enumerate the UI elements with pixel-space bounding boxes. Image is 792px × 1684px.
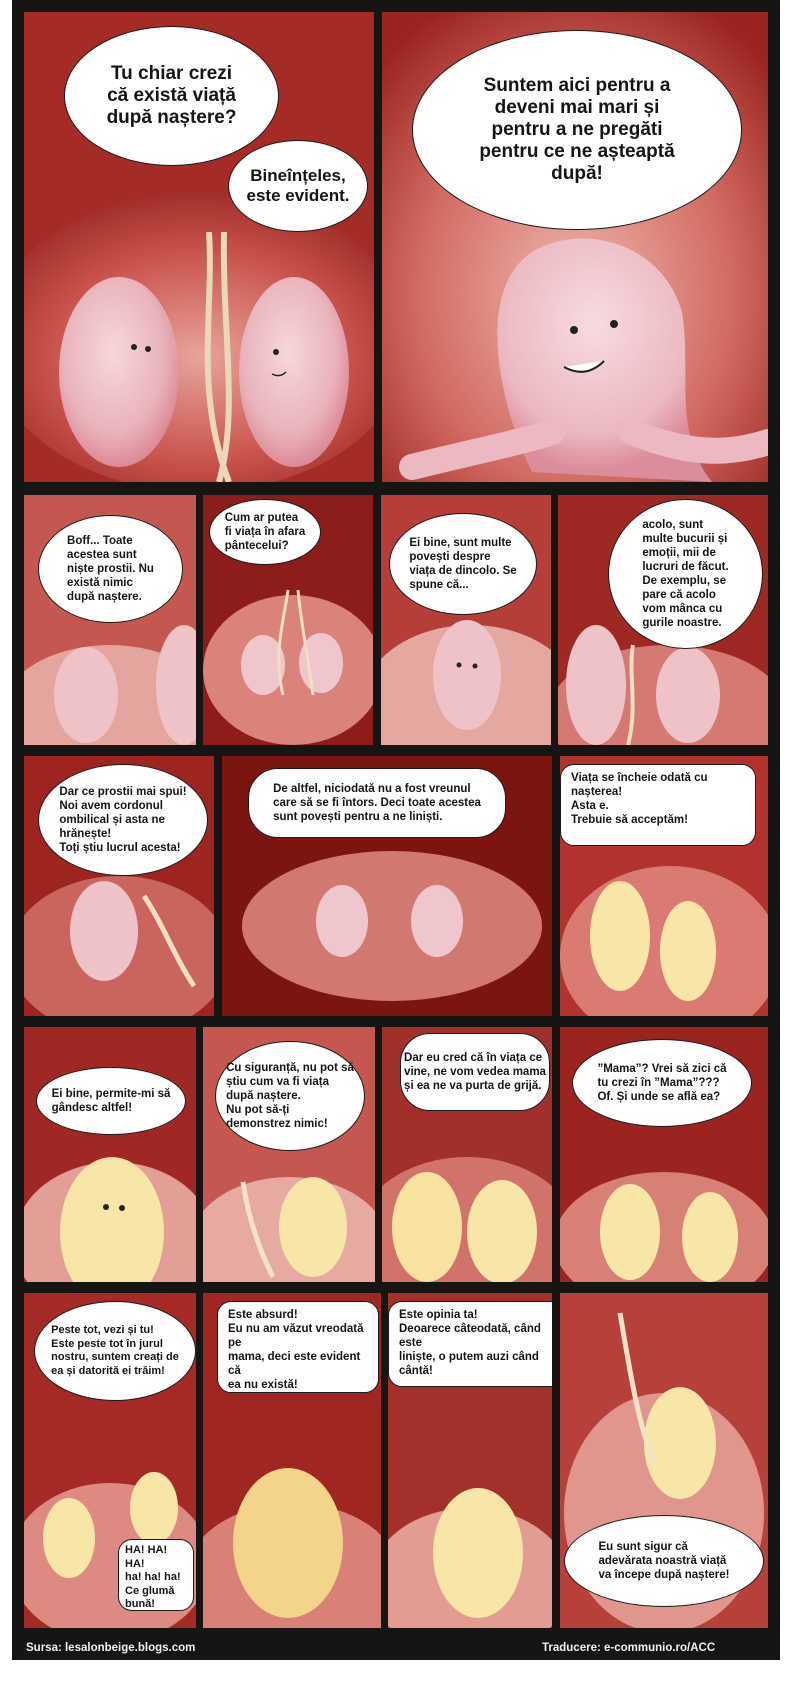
comic-sheet	[12, 0, 780, 1660]
joys-text: acolo, sunt multe bucurii și emoții, mii de lucruri de făcut. De exemplu, se pare că acolo vom mânca cu gurile noastre.	[642, 519, 729, 629]
source-credit: Sursa: lesalonbeige.blogs.com	[26, 1642, 196, 1654]
embryo-calm	[682, 1192, 738, 1282]
panel-3	[24, 495, 196, 745]
panel-16	[388, 1293, 552, 1628]
speech-bubble-cannot-prove	[215, 1041, 365, 1151]
panel-10	[24, 1027, 196, 1282]
speech-bubble-nonsense	[38, 515, 183, 623]
speech-bubble-opinion	[388, 1301, 552, 1387]
speech-bubble-cord	[38, 764, 208, 876]
panel-11	[203, 1027, 375, 1282]
panel-5	[381, 495, 551, 745]
speech-bubble-stories	[389, 513, 537, 615]
question-text: Tu chiar crezi că există viață după naștere?	[106, 63, 237, 128]
panel-6	[558, 495, 768, 745]
true-life-text: Eu sunt sigur că adevărata noastră viață va începe după naștere!	[598, 1541, 730, 1581]
laugh-text: HA! HA! HA! ha! ha! ha! Ce glumă bună!	[125, 1544, 181, 1610]
embryo-crying	[233, 1468, 343, 1618]
cannot-prove-text: Cu siguranță, nu pot să știu cum va fi viața după naștere. Nu pot să-ți demonstrez nimic!	[226, 1062, 354, 1130]
life-ends-text: Viața se încheie odată cu nașterea! Asta e. Trebuie să acceptăm!	[571, 772, 708, 826]
opinion-text: Este opinia ta! Deoarece câteodată, când este liniște, o putem auzi când cântă!	[399, 1309, 541, 1377]
embryo-certain	[644, 1387, 716, 1499]
panel-8	[222, 756, 552, 1016]
panel-12	[382, 1027, 552, 1282]
embryo-right	[239, 277, 349, 467]
embryo-skeptic	[600, 1184, 660, 1280]
embryo-left-small	[316, 885, 368, 957]
panel-4	[203, 495, 373, 745]
nobody-returned-text: De altfel, niciodată nu a fost vreunul care să se fi întors. Deci toate acestea sunt povești pentru a ne liniști.	[273, 783, 481, 823]
nonsense-text: Boff... Toate acestea sunt niște prostii. Nu există nimic după naștere.	[67, 535, 154, 603]
embryo-angry	[70, 881, 138, 981]
embryo-storyteller	[433, 620, 501, 730]
embryo-yellow-left	[590, 881, 650, 991]
mother-text: Dar eu cred că în viața ce vine, ne vom vedea mama și ea ne va purta de grijă.	[404, 1052, 546, 1092]
speech-bubble-absurd	[217, 1301, 379, 1393]
speech-bubble-question	[64, 26, 279, 166]
stories-text: Ei bine, sunt multe povești despre viața de dincolo. Se spune că...	[409, 537, 517, 591]
embryo-right-small	[411, 885, 463, 957]
speech-bubble-life-ends	[560, 764, 756, 846]
answer-text: Bineînțeles, este evident.	[246, 166, 350, 205]
panel-10-art	[24, 1027, 196, 1282]
speech-bubble-answer	[228, 140, 368, 232]
speech-bubble-mother	[400, 1033, 550, 1111]
embryo-laughing	[43, 1498, 95, 1578]
translation-credit: Traducere: e-communio.ro/ACC	[542, 1642, 716, 1654]
cord-text: Dar ce prostii mai spui! Noi avem cordonul ombilical și asta ne hrănește! Toți știu lucrul acesta!	[59, 786, 187, 854]
speech-bubble-mama-question	[572, 1039, 752, 1127]
panel-2	[382, 12, 768, 482]
speech-bubble-true-life	[564, 1515, 764, 1607]
embryo-believer	[467, 1180, 537, 1282]
think-differently-text: Ei bine, permite-mi să gândesc altfel!	[51, 1088, 171, 1114]
embryo-left	[59, 277, 179, 467]
panel-7	[24, 756, 214, 1016]
prepare-text: Suntem aici pentru a deveni mai mari și pentru a ne pregăti pentru ce ne așteaptă după!	[479, 75, 675, 184]
speech-bubble-think-differently	[36, 1067, 186, 1135]
embryo-frowning	[392, 1172, 462, 1282]
outside-text: Cum ar putea fi viața în afara pântecelui?	[224, 512, 306, 552]
everywhere-text: Peste tot, vezi și tu! Este peste tot în jurul nostru, suntem creați de ea și datorită ei trăim!	[51, 1324, 179, 1377]
embryo-yellow-right	[660, 901, 716, 1001]
absurd-text: Este absurd! Eu nu am văzut vreodată pe mama, deci este evident că ea nu există!	[228, 1309, 364, 1391]
speech-bubble-nobody-returned	[248, 768, 506, 838]
panel-9	[560, 756, 768, 1016]
speech-bubble-everywhere	[34, 1301, 196, 1401]
speech-bubble-laugh	[118, 1539, 194, 1611]
speech-bubble-outside	[209, 499, 321, 565]
embryo-opinion	[433, 1488, 523, 1618]
embryo-crossed-arms	[54, 647, 118, 743]
embryo-listening	[656, 647, 720, 743]
speech-bubble-prepare	[412, 30, 742, 230]
panel-17	[560, 1293, 768, 1628]
panel-15	[203, 1293, 381, 1628]
speech-bubble-joys	[608, 499, 763, 649]
panel-14	[24, 1293, 196, 1628]
panel-13	[560, 1027, 768, 1282]
embryo-hopeful	[279, 1177, 347, 1277]
panel-1	[24, 12, 374, 482]
mama-question-text: ”Mama”? Vrei să zici că tu crezi în ”Mama”??? Of. Și unde se află ea?	[597, 1063, 727, 1103]
